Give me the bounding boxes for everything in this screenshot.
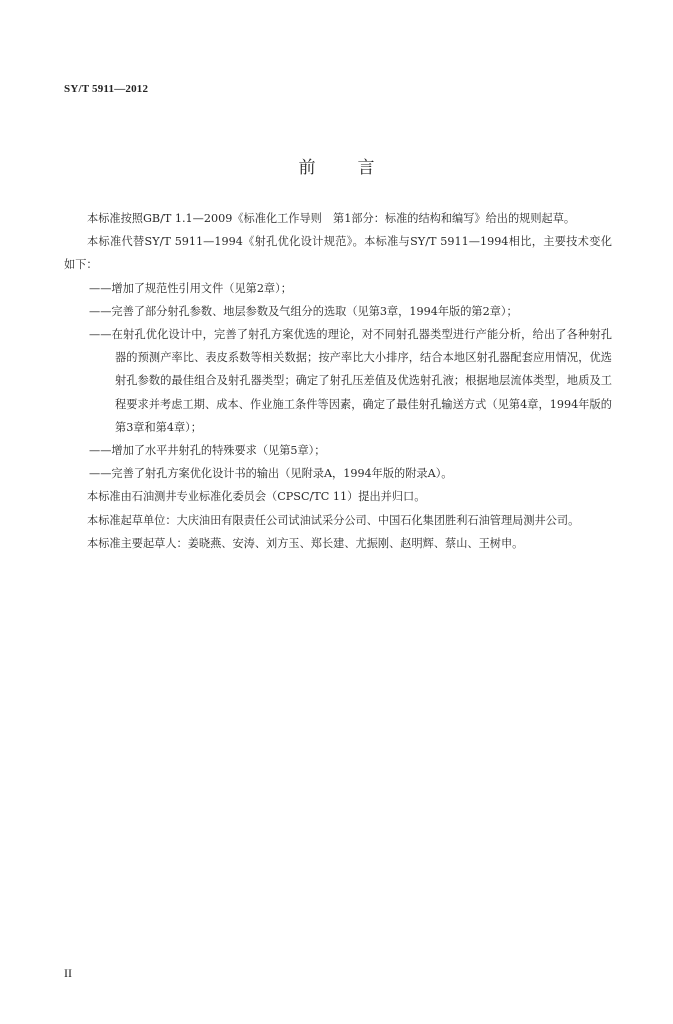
- standard-code: SY/T 5911—2012: [64, 83, 149, 95]
- change-item: ——在射孔优化设计中，完善了射孔方案优选的理论，对不同射孔器类型进行产能分析，给出了各种射孔器的预测产率比、表皮系数等相关数据；按产率比大小排序，结合本地区射孔器配套应用情况，优选射孔参数的最佳组合及射孔器类型；确定了射孔压差值及优选射孔液；根据地层流体类型，地质及工程要求并考虑工期、成本、作业施工条件等因素，确定了最佳射孔输送方式（见第4章，1994年版的第3章和第4章）；: [89, 328, 612, 434]
- change-item: ——增加了水平井射孔的特殊要求（见第5章）；: [89, 444, 326, 458]
- change-item: ——增加了规范性引用文件（见第2章）；: [89, 281, 292, 295]
- change-item: ——完善了射孔方案优化设计书的输出（见附录A，1994年版的附录A）。: [89, 467, 453, 481]
- page-title: 前言: [298, 158, 417, 178]
- paragraph-drafting-rules: 本标准按照GB/T 1.1—2009《标准化工作导则 第1部分：标准的结构和编写》给出的规则起草。: [87, 212, 576, 225]
- paragraph-drafters: 本标准主要起草人：姜晓燕、安涛、刘方玉、郑长建、尤振刚、赵明辉、蔡山、王树申。: [87, 536, 524, 550]
- page-number: II: [64, 966, 72, 980]
- paragraph-drafting-unit: 本标准起草单位：大庆油田有限责任公司试油试采分公司、中国石化集团胜利石油管理局测井公司。: [87, 513, 580, 527]
- foreword-body: [64, 207, 612, 555]
- paragraph-proposer: 本标准由石油测井专业标准化委员会（CPSC/TC 11）提出并归口。: [87, 490, 426, 504]
- change-item: ——完善了部分射孔参数、地层参数及气组分的选取（见第3章，1994年版的第2章）；: [89, 304, 518, 318]
- paragraph-replaces: 本标准代替SY/T 5911—1994《射孔优化设计规范》。本标准与SY/T 5911—1994相比，主要技术变化如下：: [64, 235, 612, 272]
